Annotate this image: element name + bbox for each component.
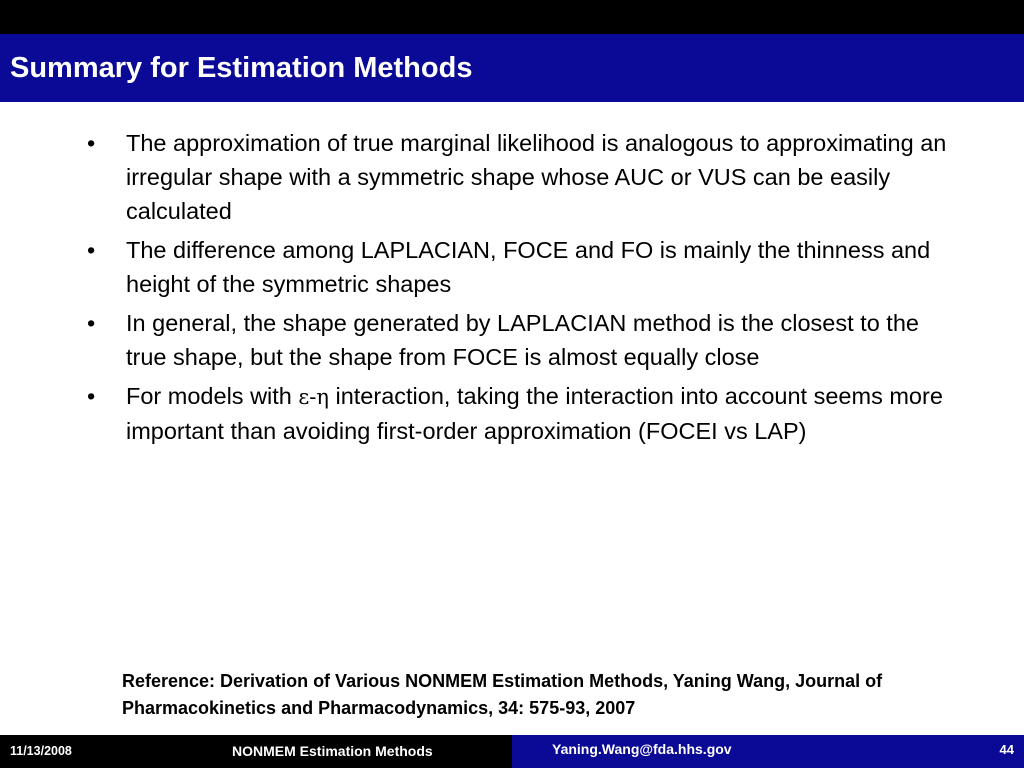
footer-bar: [0, 735, 1024, 768]
bullet-marker: •: [87, 130, 96, 156]
bullet-marker: •: [87, 310, 96, 336]
reference-citation: Reference: Derivation of Various NONMEM Estimation Methods, Yaning Wang, Journal of Pharmacokinetics and Pharmacodynamics, 34: 575-93, 2007: [122, 671, 883, 718]
page-number: 44: [999, 742, 1014, 757]
bullet-text: The approximation of true marginal likelihood is analogous to approximating an irregular shape with a symmetric shape whose AUC or VUS can be easily calculated: [126, 130, 947, 224]
bullet-marker: •: [87, 237, 96, 263]
bullet-text-after: interaction, taking the interaction into account seems more important than avoiding first-order approximation (FOCEI vs LAP): [126, 383, 943, 444]
bullet-item-4: [84, 379, 954, 448]
bullet-list: [84, 126, 954, 453]
bullet-text-before: For models with: [126, 383, 299, 409]
footer-title: NONMEM Estimation Methods: [232, 743, 433, 759]
bullet-item-3: [84, 306, 954, 374]
footer-email: Yaning.Wang@fda.hhs.gov: [552, 741, 732, 757]
bullet-item-1: [84, 126, 954, 228]
footer-date: 11/13/2008: [10, 744, 72, 758]
bullet-item-2: [84, 233, 954, 301]
epsilon-eta-symbol: ε-η: [298, 385, 329, 409]
bullet-text: The difference among LAPLACIAN, FOCE and FO is mainly the thinness and height of the symmetric shapes: [126, 237, 931, 297]
bullet-text: [126, 383, 943, 444]
top-black-bar: [0, 0, 1024, 34]
bullet-text: In general, the shape generated by LAPLACIAN method is the closest to the true shape, but the shape from FOCE is almost equally close: [126, 310, 919, 370]
slide-title: Summary for Estimation Methods: [10, 51, 473, 84]
title-bar: [0, 34, 1024, 102]
bullet-marker: •: [87, 383, 96, 409]
footer-email-box: [512, 735, 1024, 768]
